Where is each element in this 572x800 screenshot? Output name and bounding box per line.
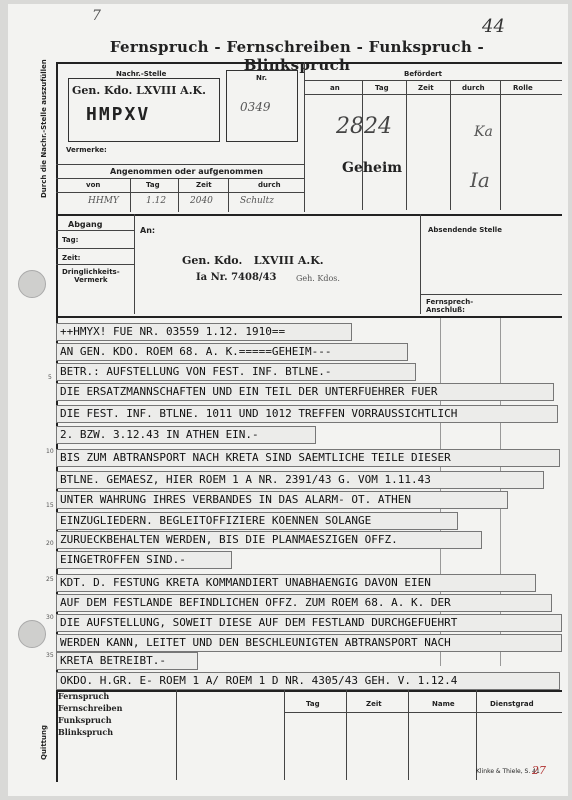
- message-line: BTLNE. GEMAESZ, HIER ROEM 1 A NR. 2391/43 G. VOM 1.11.43: [56, 471, 544, 489]
- fernsprech-label: Fernsprech- Anschluß:: [426, 298, 474, 314]
- bottom-type-fernspruch: Fernspruch: [58, 691, 110, 701]
- form-title: Fernspruch - Fernschreiben - Funkspruch - Blinkspruch: [109, 38, 485, 74]
- rolle-value: Ia: [470, 168, 490, 192]
- befoerdert-durch-value: Ka: [474, 124, 493, 140]
- bottom-col-line: [408, 690, 409, 780]
- line-marker: 30: [46, 614, 54, 621]
- befoerdert-header-rule: [304, 94, 562, 95]
- message-line: OKDO. H.GR. E- ROEM 1 A/ ROEM 1 D NR. 4305/43 GEH. V. 1.12.4: [56, 672, 560, 690]
- bottom-col-line: [346, 690, 347, 780]
- corner-mark: 27: [532, 764, 546, 777]
- bottom-col-line: [476, 690, 477, 780]
- befoerdert-col-zeit: Zeit: [418, 84, 434, 92]
- angenommen-col-durch: durch: [258, 181, 281, 189]
- punch-hole-top: [18, 270, 46, 298]
- nr-label: Nr.: [256, 74, 267, 82]
- message-line: EINGETROFFEN SIND.-: [56, 551, 232, 569]
- fernsprech-rule: [420, 294, 562, 295]
- recipient-stamp: Gen. Kdo. LXVIII A.K.: [182, 254, 324, 267]
- message-line: AUF DEM FESTLANDE BEFINDLICHEN OFFZ. ZUM ROEM 68. A. K. DER: [56, 594, 552, 612]
- befoerdert-col-rolle: Rolle: [513, 84, 533, 92]
- angenommen-header-rule: [56, 192, 304, 193]
- message-line: KDT. D. FESTUNG KRETA KOMMANDIERT UNABHAENGIG DAVON EIEN: [56, 574, 536, 592]
- title-rule: [56, 62, 562, 64]
- abgang-label: Abgang: [68, 220, 103, 229]
- abgang-rule: [56, 248, 134, 249]
- message-line: UNTER WAHRUNG IHRES VERBANDES IN DAS ALARM- OT. ATHEN: [56, 491, 508, 509]
- abgang-rule: [56, 230, 134, 231]
- sender-code: HMPXV: [86, 104, 151, 125]
- angenommen-col-line: [178, 178, 179, 212]
- message-line: ++HMYX! FUE NR. 03559 1.12. 1910==: [56, 323, 352, 341]
- angenommen-top-rule: [56, 164, 304, 165]
- abgang-top-rule: [56, 214, 562, 216]
- angenommen-col-von: von: [86, 181, 101, 189]
- message-line: ZURUECKBEHALTEN WERDEN, BIS DIE PLANMAESZIGEN OFFZ.: [56, 531, 482, 549]
- side-vertical-label: Durch die Nachr.-Stelle auszufüllen: [40, 59, 48, 198]
- top-scribble: 7: [92, 8, 101, 24]
- geheim-label: Geheim: [342, 160, 403, 176]
- page-number: 44: [482, 16, 505, 37]
- message-line: DIE AUFSTELLUNG, SOWEIT DIESE AUF DEM FESTLAND DURCHGEFUEHRT: [56, 614, 562, 632]
- message-line: AN GEN. KDO. ROEM 68. A. K.=====GEHEIM---: [56, 343, 408, 361]
- punch-hole-bottom: [18, 620, 46, 648]
- bottom-type-funkspruch: Funkspruch: [58, 715, 112, 725]
- vermerke-label: Vermerke:: [66, 146, 107, 154]
- angenommen-col-zeit: Zeit: [196, 181, 212, 189]
- bottom-col-zeit: Zeit: [366, 700, 382, 708]
- angenommen-von-value: HHMY: [88, 196, 119, 206]
- nr-value: 0349: [240, 100, 271, 114]
- nachr-stelle-value: Gen. Kdo. LXVIII A.K.: [72, 84, 206, 97]
- befoerdert-col-line: [500, 80, 501, 210]
- befoerdert-col-durch: durch: [462, 84, 485, 92]
- befoerdert-col-line: [450, 80, 451, 210]
- absendende-divider: [420, 214, 421, 314]
- angenommen-durch-value: Schultz: [240, 196, 275, 206]
- message-line: DIE ERSATZMANNSCHAFTEN UND EIN TEIL DER UNTERFUEHRER FUER: [56, 383, 554, 401]
- abgang-divider: [134, 214, 135, 314]
- message-top-rule: [56, 316, 562, 318]
- bottom-col-line: [176, 690, 177, 780]
- angenommen-label: Angenommen oder aufgenommen: [110, 167, 263, 176]
- bottom-col-tag: Tag: [306, 700, 320, 708]
- line-marker: 10: [46, 448, 54, 455]
- befoerdert-col-line: [362, 80, 363, 210]
- line-marker: 5: [48, 374, 52, 381]
- bottom-type-blinkspruch: Blinkspruch: [58, 727, 114, 737]
- bottom-type-fernschreiben: Fernschreiben: [58, 703, 123, 713]
- message-line: KRETA BETREIBT.-: [56, 652, 198, 670]
- bottom-col-dienstgrad: Dienstgrad: [490, 700, 534, 708]
- absendende-stelle-label: Absendende Stelle: [428, 226, 502, 234]
- message-line: BETR.: AUFSTELLUNG VON FEST. INF. BTLNE.-: [56, 363, 416, 381]
- an-label: An:: [140, 226, 156, 235]
- befoerdert-col-tag: Tag: [375, 84, 389, 92]
- bottom-header-rule: [284, 712, 562, 713]
- abgang-rule: [56, 264, 134, 265]
- message-line: EINZUGLIEDERN. BEGLEITOFFIZIERE KOENNEN SOLANGE: [56, 512, 458, 530]
- tgb-stamp: Ia Nr. 7408/43: [196, 272, 277, 283]
- message-line: 2. BZW. 3.12.43 IN ATHEN EIN.-: [56, 426, 316, 444]
- angenommen-col-line: [130, 178, 131, 212]
- bottom-col-line: [284, 690, 285, 780]
- befoerdert-rule: [304, 80, 562, 81]
- bottom-col-name: Name: [432, 700, 455, 708]
- message-line: WERDEN KANN, LEITET UND DEN BESCHLEUNIGTEN ABTRANSPORT NACH: [56, 634, 562, 652]
- abgang-tag-label: Tag:: [62, 236, 79, 244]
- abgang-zeit-label: Zeit:: [62, 254, 81, 262]
- befoerdert-divider: [304, 62, 305, 212]
- printer-label: Klinke & Thiele, S. 41: [476, 768, 540, 775]
- line-marker: 20: [46, 540, 54, 547]
- line-marker: 25: [46, 576, 54, 583]
- nachr-stelle-label: Nachr.-Stelle: [116, 70, 167, 78]
- line-marker: 35: [46, 652, 54, 659]
- befoerdert-col-an: an: [330, 84, 340, 92]
- befoerdert-label: Befördert: [404, 70, 442, 78]
- befoerdert-tag-value: 2824: [336, 114, 392, 139]
- bottom-top-rule: [56, 690, 562, 692]
- dringlichkeit-label: Dringlichkeits- Vermerk: [62, 268, 120, 284]
- quittung-label: Quittung: [40, 724, 48, 760]
- befoerdert-col-line: [406, 80, 407, 210]
- message-line: DIE FEST. INF. BTLNE. 1011 UND 1012 TREFFEN VORRAUSSICHTLICH: [56, 405, 558, 423]
- geh-stamp: Geh. Kdos.: [296, 274, 340, 283]
- angenommen-zeit-value: 2040: [190, 196, 213, 206]
- angenommen-mid-rule: [56, 178, 304, 179]
- angenommen-col-tag: Tag: [146, 181, 160, 189]
- message-line: BIS ZUM ABTRANSPORT NACH KRETA SIND SAEMTLICHE TEILE DIESER: [56, 449, 560, 467]
- line-marker: 15: [46, 502, 54, 509]
- angenommen-tag-value: 1.12: [146, 196, 167, 206]
- angenommen-col-line: [228, 178, 229, 212]
